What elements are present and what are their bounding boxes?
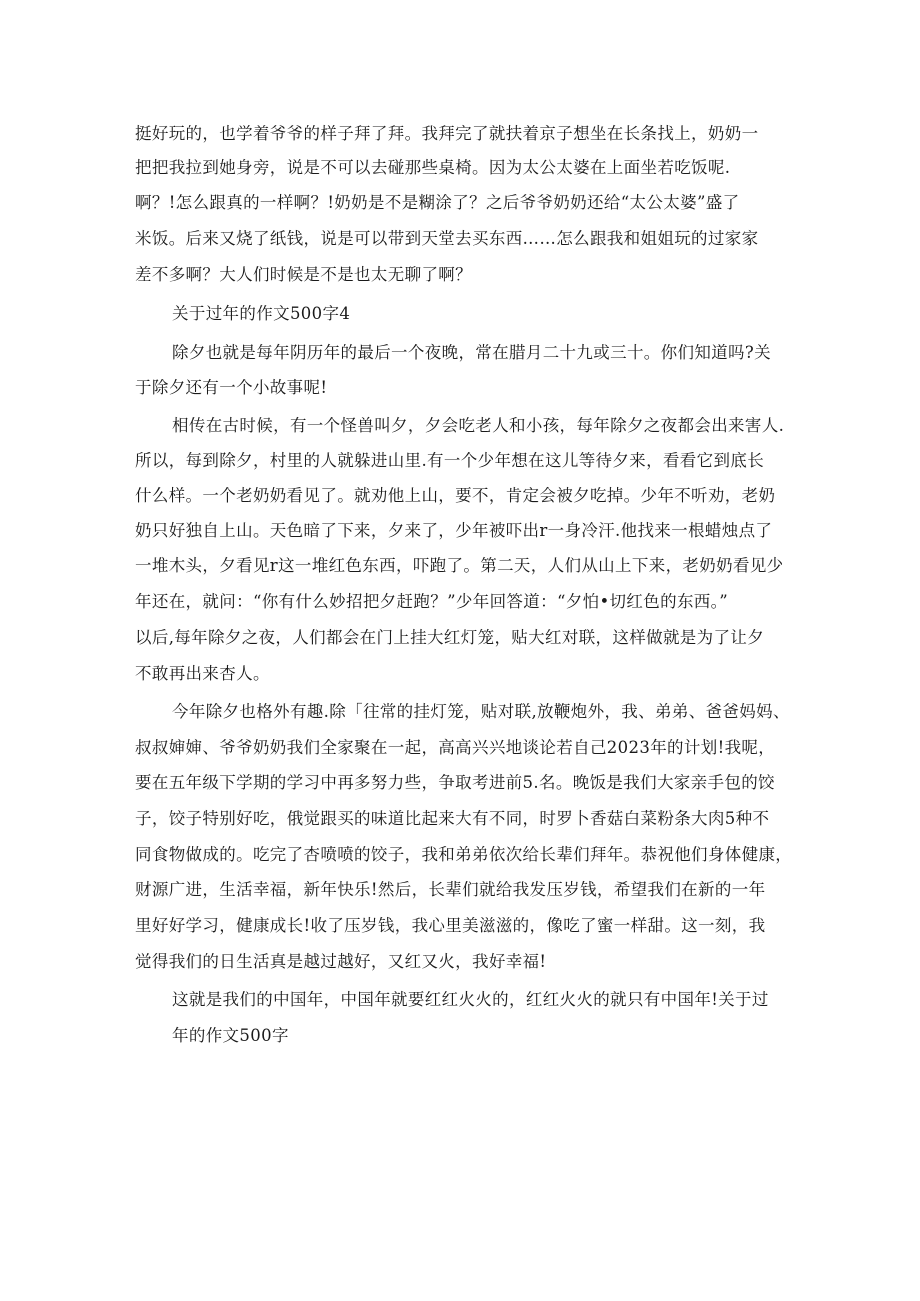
text-line: 里好好学习，健康成长!收了压岁钱，我心里美滋滋的，像吃了蜜一样甜。这一刻，我 — [135, 916, 766, 935]
text-line: 觉得我们的日生活真是越过越好，又红又火，我好幸福! — [135, 952, 547, 971]
text-line: 不敢再出来杏人。 — [135, 664, 270, 683]
text-line: 把把我拉到她身旁，说是不可以去碰那些桌椅。因为太公太婆在上面坐若吃饭呢. — [135, 158, 731, 177]
text-line: 财源广进，生活幸福，新年快乐!然后，长辈们就给我发压岁钱，希望我们在新的一年 — [135, 880, 766, 899]
text-line: 要在五年级下学期的学习中再多努力些，争取考进前5.名。晚饭是我们大家亲手包的饺 — [135, 773, 775, 792]
text-line: 挺好玩的，也学着爷爷的样子拜了拜。我拜完了就扶着京子想坐在长条找上，奶奶一 — [135, 124, 759, 143]
text-line: 差不多啊？大人们时候是不是也太无聊了啊？ — [135, 265, 472, 284]
text-line: 所以，每到除夕，村里的人就躲进山里.有一个少年想在这儿等待夕来，看看它到底长 — [135, 451, 765, 470]
text-line: 一堆木头，夕看见r这一堆红色东西，吓跑了。第二天，人们从山上下来，老奶奶看见少 — [135, 556, 784, 575]
text-line: 米饭。后来又烧了纸钱，说是可以带到天堂去买东西……怎么跟我和姐姐玩的过家家 — [135, 229, 759, 248]
text-line: 今年除夕也格外有趣.除「往常的挂灯笼，贴对联,放鞭炮外，我、弟弟、爸爸妈妈、 — [172, 702, 790, 721]
text-line: 这就是我们的中国年，中国年就要红红火火的，红红火火的就只有中国年!关于过 — [172, 990, 769, 1009]
text-line: 年的作文500字 — [172, 1026, 289, 1045]
text-line: 以后,每年除夕之夜，人们都会在门上挂大红灯笼，贴大红对联，这样做就是为了让夕 — [135, 628, 765, 647]
text-line: 什么样。一个老奶奶看见了。就劝他上山，要不，肯定会被夕吃掉。少年不听劝，老奶 — [135, 486, 776, 505]
text-line: 子，饺子特别好吃，俄觉跟买的味道比起来大有不同，时罗卜香菇白菜粉条大肉5种不 — [135, 809, 770, 828]
text-line: 相传在古时候，有一个怪兽叫夕，夕会吃老人和小孩，每年除夕之夜都会出来害人. — [172, 416, 785, 435]
text-line: 年还在，就问：“你有什么妙招把夕赶跑？”少年回答道：“夕怕•切红色的东西。” — [135, 592, 729, 611]
section-heading: 关于过年的作文500字4 — [172, 304, 351, 323]
text-line: 奶只好独自上山。天色暗了下来，夕来了，少年被吓出r一身冷汗.他找来一根蜡烛点了 — [135, 521, 773, 540]
text-line: 同食物做成的。吃完了杏喷喷的饺子，我和弟弟依次给长辈们拜年。恭祝他们身体健康， — [135, 845, 793, 864]
text-line: 除夕也就是每年阴历年的最后一个夜晚，常在腊月二十九或三十。你们知道吗?关 — [172, 343, 771, 362]
text-line: 于除夕还有一个小故事呢! — [135, 378, 328, 397]
text-line: 叔叔婶婶、爷爷奶奶我们全家聚在一起，高高兴兴地谈论若自己2023年的计划!我呢， — [135, 738, 776, 757]
text-line: 啊？!怎么跟真的一样啊？!奶奶是不是糊涂了？之后爷爷奶奶还给“太公太婆”盛了 — [135, 193, 740, 212]
